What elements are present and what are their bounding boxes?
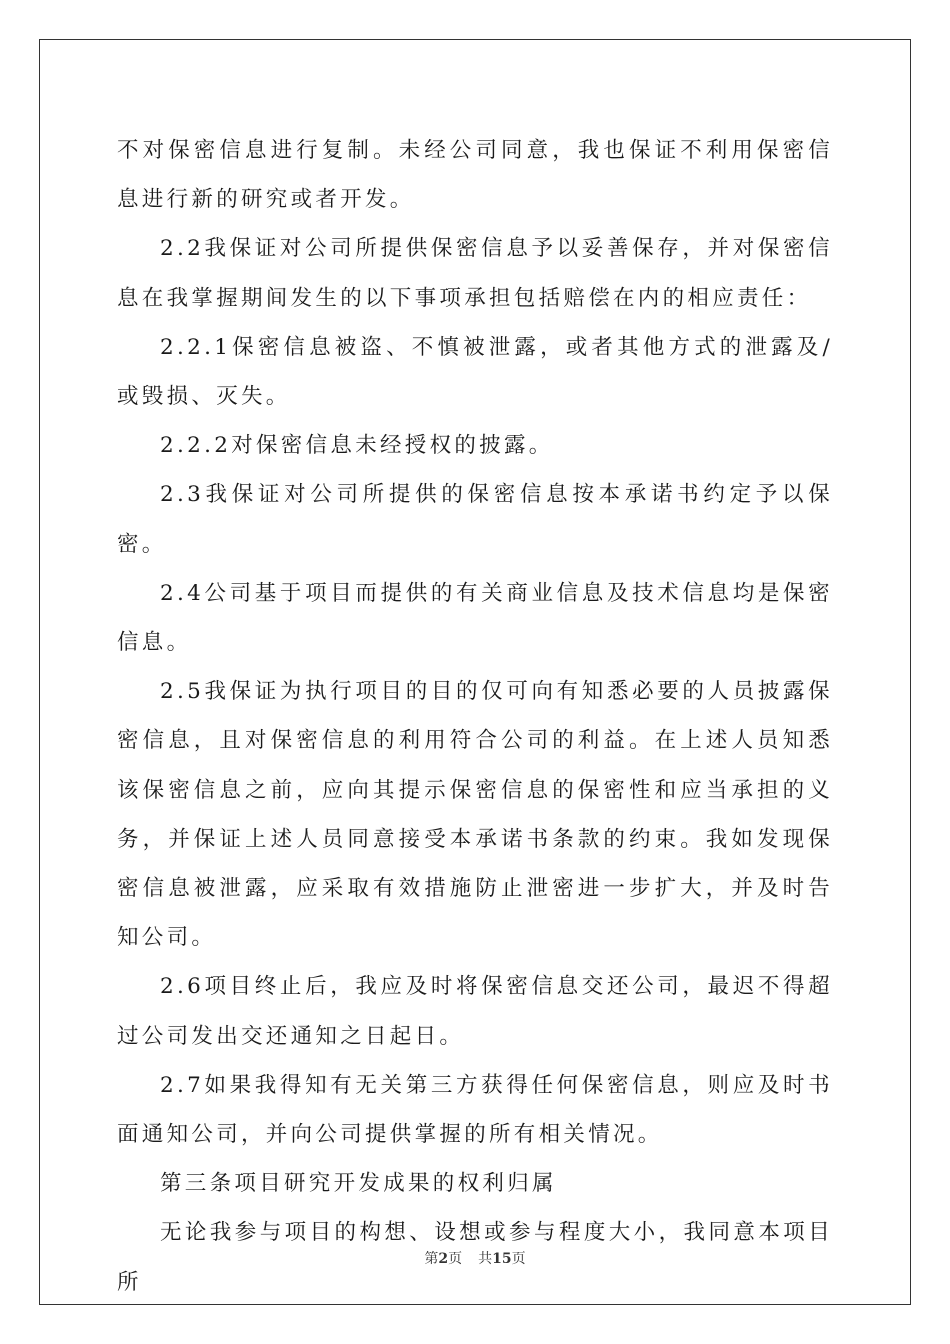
total-suffix: 页 [511,1251,526,1267]
paragraph: 2.2我保证对公司所提供保密信息予以妥善保存，并对保密信息在我掌握期间发生的以下事项承担包括赔偿在内的相应责任： [117,236,833,311]
page-prefix: 第 [424,1251,439,1267]
total-prefix: 共 [478,1251,493,1267]
paragraph: 无论我参与项目的构想、设想或参与程度大小，我同意本项目所 [117,1220,833,1295]
page-number: 2 [438,1251,449,1267]
paragraph: 2.7如果我得知有无关第三方获得任何保密信息，则应及时书面通知公司，并向公司提供掌握的所有相关情况。 [117,1072,833,1148]
paragraph: 2.4公司基于项目而提供的有关商业信息及技术信息均是保密信息。 [117,580,833,656]
document-body [117,126,833,1307]
page-suffix: 页 [448,1251,463,1267]
paragraph: 2.2.2对保密信息未经授权的披露。 [160,433,554,459]
paragraph: 2.5我保证为执行项目的目的仅可向有知悉必要的人员披露保密信息，且对保密信息的利用符合公司的利益。在上述人员知悉该保密信息之前，应向其提示保密信息的保密性和应当承担的义务，并保证上述人员同意接受本承诺书条款的约束。我如发现保密信息被泄露，应采取有效措施防止泄密进一步扩大，并及时告知公司。 [117,679,833,951]
paragraph: 2.6项目终止后，我应及时将保密信息交还公司，最迟不得超过公司发出交还通知之日起日。 [117,974,833,1049]
total-pages: 15 [492,1251,512,1267]
page-footer [0,1248,950,1268]
paragraph: 2.2.1保密信息被盗、不慎被泄露，或者其他方式的泄露及/或毁损、灭失。 [117,334,833,410]
paragraph: 2.3我保证对公司所提供的保密信息按本承诺书约定予以保密。 [117,482,833,557]
paragraph: 不对保密信息进行复制。未经公司同意，我也保证不利用保密信息进行新的研究或者开发。 [117,138,833,213]
section-heading: 第三条项目研究开发成果的权利归属 [160,1171,557,1197]
